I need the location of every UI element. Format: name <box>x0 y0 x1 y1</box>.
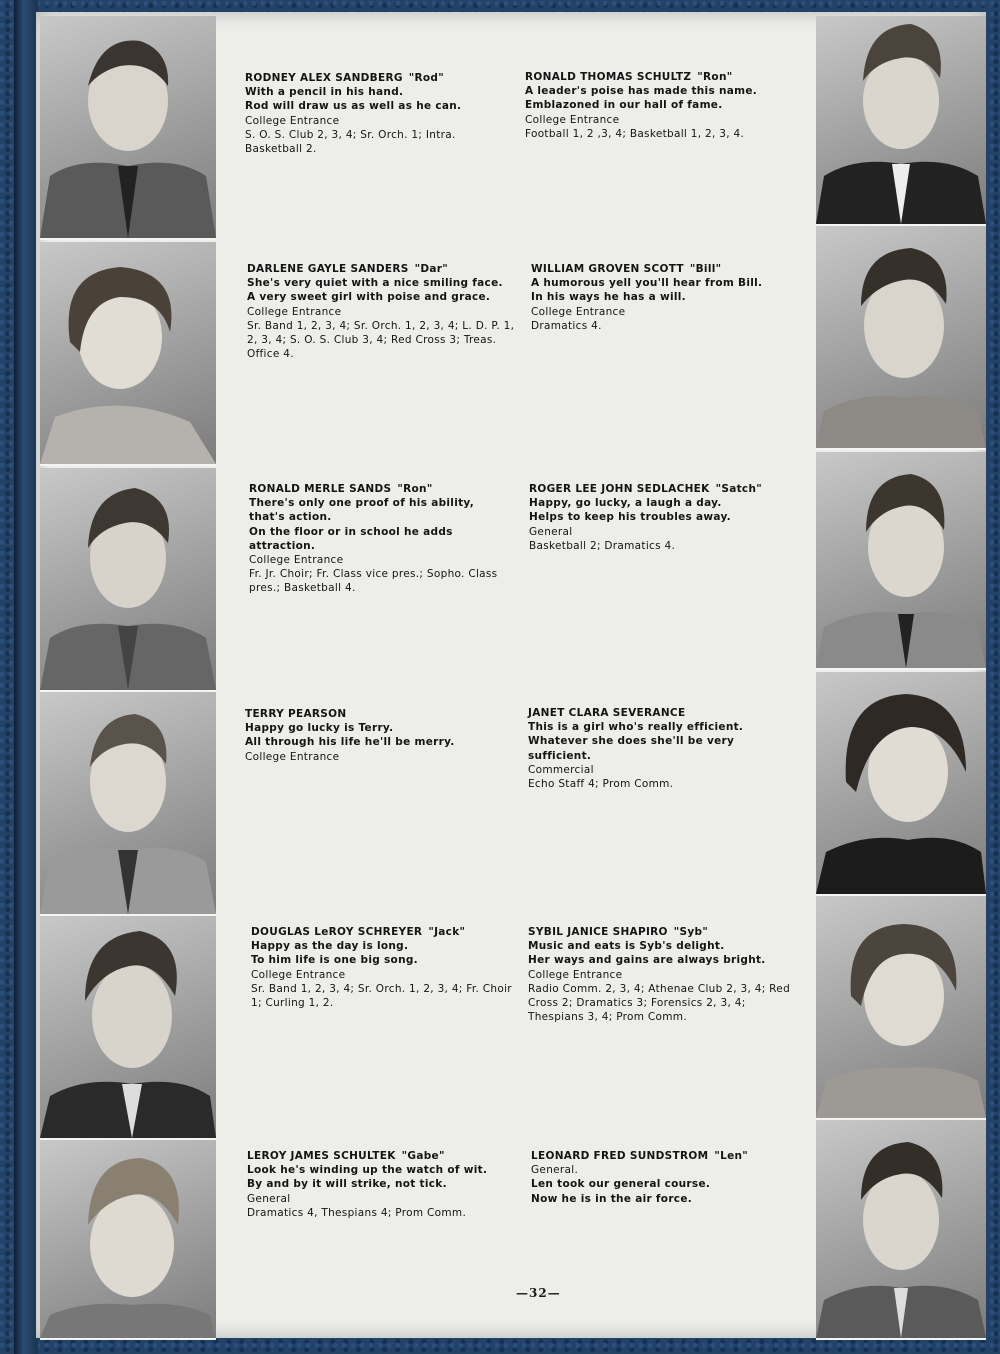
student-name: ROGER LEE JOHN SEDLACHEK <box>529 483 710 495</box>
student-entry <box>247 262 517 361</box>
student-verse: Happy as the day is long. To him life is one big song. <box>251 940 418 967</box>
student-course: General. <box>531 1164 579 1177</box>
student-verse: Happy go lucky is Terry. All through his life he'll be merry. <box>245 722 455 749</box>
portrait-photo-left-2 <box>40 242 216 466</box>
student-course: Commercial <box>528 763 594 776</box>
student-verse: A leader's poise has made this name. Emblazoned in our hall of fame. <box>525 85 758 112</box>
student-activities: Len took our general course. Now he is in the air force. <box>531 1178 711 1205</box>
student-activities: Fr. Jr. Choir; Fr. Class vice pres.; Sopho. Class pres.; Basketball 4. <box>249 568 498 595</box>
student-nickname: "Syb" <box>673 926 709 938</box>
student-entry <box>525 70 795 141</box>
student-name: TERRY PEARSON <box>245 708 347 720</box>
student-verse: She's very quiet with a nice smiling face. A very sweet girl with poise and grace. <box>247 277 503 304</box>
student-nickname: "Ron" <box>397 483 433 495</box>
portrait-photo-right-2 <box>816 226 986 450</box>
student-name: LEONARD FRED SUNDSTROM <box>531 1150 709 1162</box>
student-course: College Entrance <box>251 968 346 981</box>
portrait-photo-right-6 <box>816 1120 986 1340</box>
portrait-photo-left-3 <box>40 468 216 692</box>
student-verse: A humorous yell you'll hear from Bill. In his ways he has a will. <box>531 277 763 304</box>
yearbook-page <box>36 12 986 1338</box>
portrait-photo-left-1 <box>40 16 216 240</box>
student-course: College Entrance <box>531 305 626 318</box>
student-course: General <box>247 1192 291 1205</box>
student-course: College Entrance <box>247 305 342 318</box>
student-verse: Happy, go lucky, a laugh a day. Helps to keep his troubles away. <box>529 497 731 524</box>
student-activities: Sr. Band 1, 2, 3, 4; Sr. Orch. 1, 2, 3, 4; Fr. Choir 1; Curling 1, 2. <box>251 982 512 1010</box>
student-activities: Basketball 2; Dramatics 4. <box>529 539 676 552</box>
student-nickname: "Gabe" <box>401 1150 445 1162</box>
student-nickname: "Len" <box>714 1150 749 1162</box>
student-course: College Entrance <box>525 113 620 126</box>
student-verse: Music and eats is Syb's delight. Her ways and gains are always bright. <box>528 940 766 967</box>
student-nickname: "Dar" <box>414 263 449 275</box>
student-name: DARLENE GAYLE SANDERS <box>247 263 409 275</box>
student-course: College Entrance <box>249 554 344 567</box>
student-entry <box>528 925 798 1024</box>
student-entry <box>529 482 799 553</box>
student-name: RODNEY ALEX SANDBERG <box>245 72 403 84</box>
student-course: General <box>529 525 573 538</box>
student-entry <box>251 925 521 1010</box>
student-entry <box>247 1149 517 1220</box>
student-activities: Radio Comm. 2, 3, 4; Athenae Club 2, 3, 4; Red Cross 2; Dramatics 3; Forensics 2, 3, 4; Thespians 3, 4; Prom Comm. <box>528 982 791 1024</box>
student-nickname: "Bill" <box>689 263 722 275</box>
student-nickname: "Jack" <box>428 926 466 938</box>
student-activities: S. O. S. Club 2, 3, 4; Sr. Orch. 1; Intra. Basketball 2. <box>245 128 456 156</box>
student-activities: Football 1, 2 ,3, 4; Basketball 1, 2, 3, 4. <box>525 127 745 140</box>
student-course: College Entrance <box>528 968 623 981</box>
student-activities: Sr. Band 1, 2, 3, 4; Sr. Orch. 1, 2, 3, 4; L. D. P. 1, 2, 3, 4; S. O. S. Club 3, 4; Red Cross 3; Treas. Office 4. <box>247 319 515 361</box>
portrait-photo-left-4 <box>40 692 216 916</box>
student-activities: Echo Staff 4; Prom Comm. <box>528 778 674 791</box>
student-name: LEROY JAMES SCHULTEK <box>247 1150 396 1162</box>
portrait-photo-right-1 <box>816 16 986 226</box>
student-verse: There's only one proof of his ability, that's action. On the floor or in school he adds attraction. <box>249 497 475 552</box>
student-nickname: "Ron" <box>697 71 733 83</box>
student-entry <box>531 1149 801 1206</box>
book-binding <box>14 0 38 1354</box>
portrait-photo-left-5 <box>40 916 216 1140</box>
student-name: RONALD THOMAS SCHULTZ <box>525 71 692 83</box>
portrait-photo-left-6 <box>40 1140 216 1340</box>
student-verse: Look he's winding up the watch of wit. By and by it will strike, not tick. <box>247 1164 488 1191</box>
student-name: DOUGLAS LeROY SCHREYER <box>251 926 423 938</box>
student-name: JANET CLARA SEVERANCE <box>528 707 686 719</box>
portrait-photo-right-5 <box>816 896 986 1120</box>
student-entry <box>245 707 515 764</box>
portrait-photo-right-4 <box>816 672 986 896</box>
student-entry <box>249 482 519 596</box>
student-course: College Entrance <box>245 114 340 127</box>
student-name: SYBIL JANICE SHAPIRO <box>528 926 668 938</box>
student-course: College Entrance <box>245 750 340 763</box>
student-entry <box>531 262 801 333</box>
page-number: —32— <box>516 1286 561 1300</box>
student-nickname: "Satch" <box>715 483 762 495</box>
student-activities: Dramatics 4, Thespians 4; Prom Comm. <box>247 1206 467 1219</box>
portrait-photo-right-3 <box>816 452 986 670</box>
student-name: WILLIAM GROVEN SCOTT <box>531 263 684 275</box>
student-entry <box>528 706 798 791</box>
student-verse: With a pencil in his hand. Rod will draw us as well as he can. <box>245 86 462 113</box>
student-activities: Dramatics 4. <box>531 319 602 332</box>
student-verse: This is a girl who's really efficient. Whatever she does she'll be very sufficient. <box>528 721 744 762</box>
student-name: RONALD MERLE SANDS <box>249 483 392 495</box>
student-nickname: "Rod" <box>408 72 445 84</box>
student-entry <box>245 71 515 156</box>
